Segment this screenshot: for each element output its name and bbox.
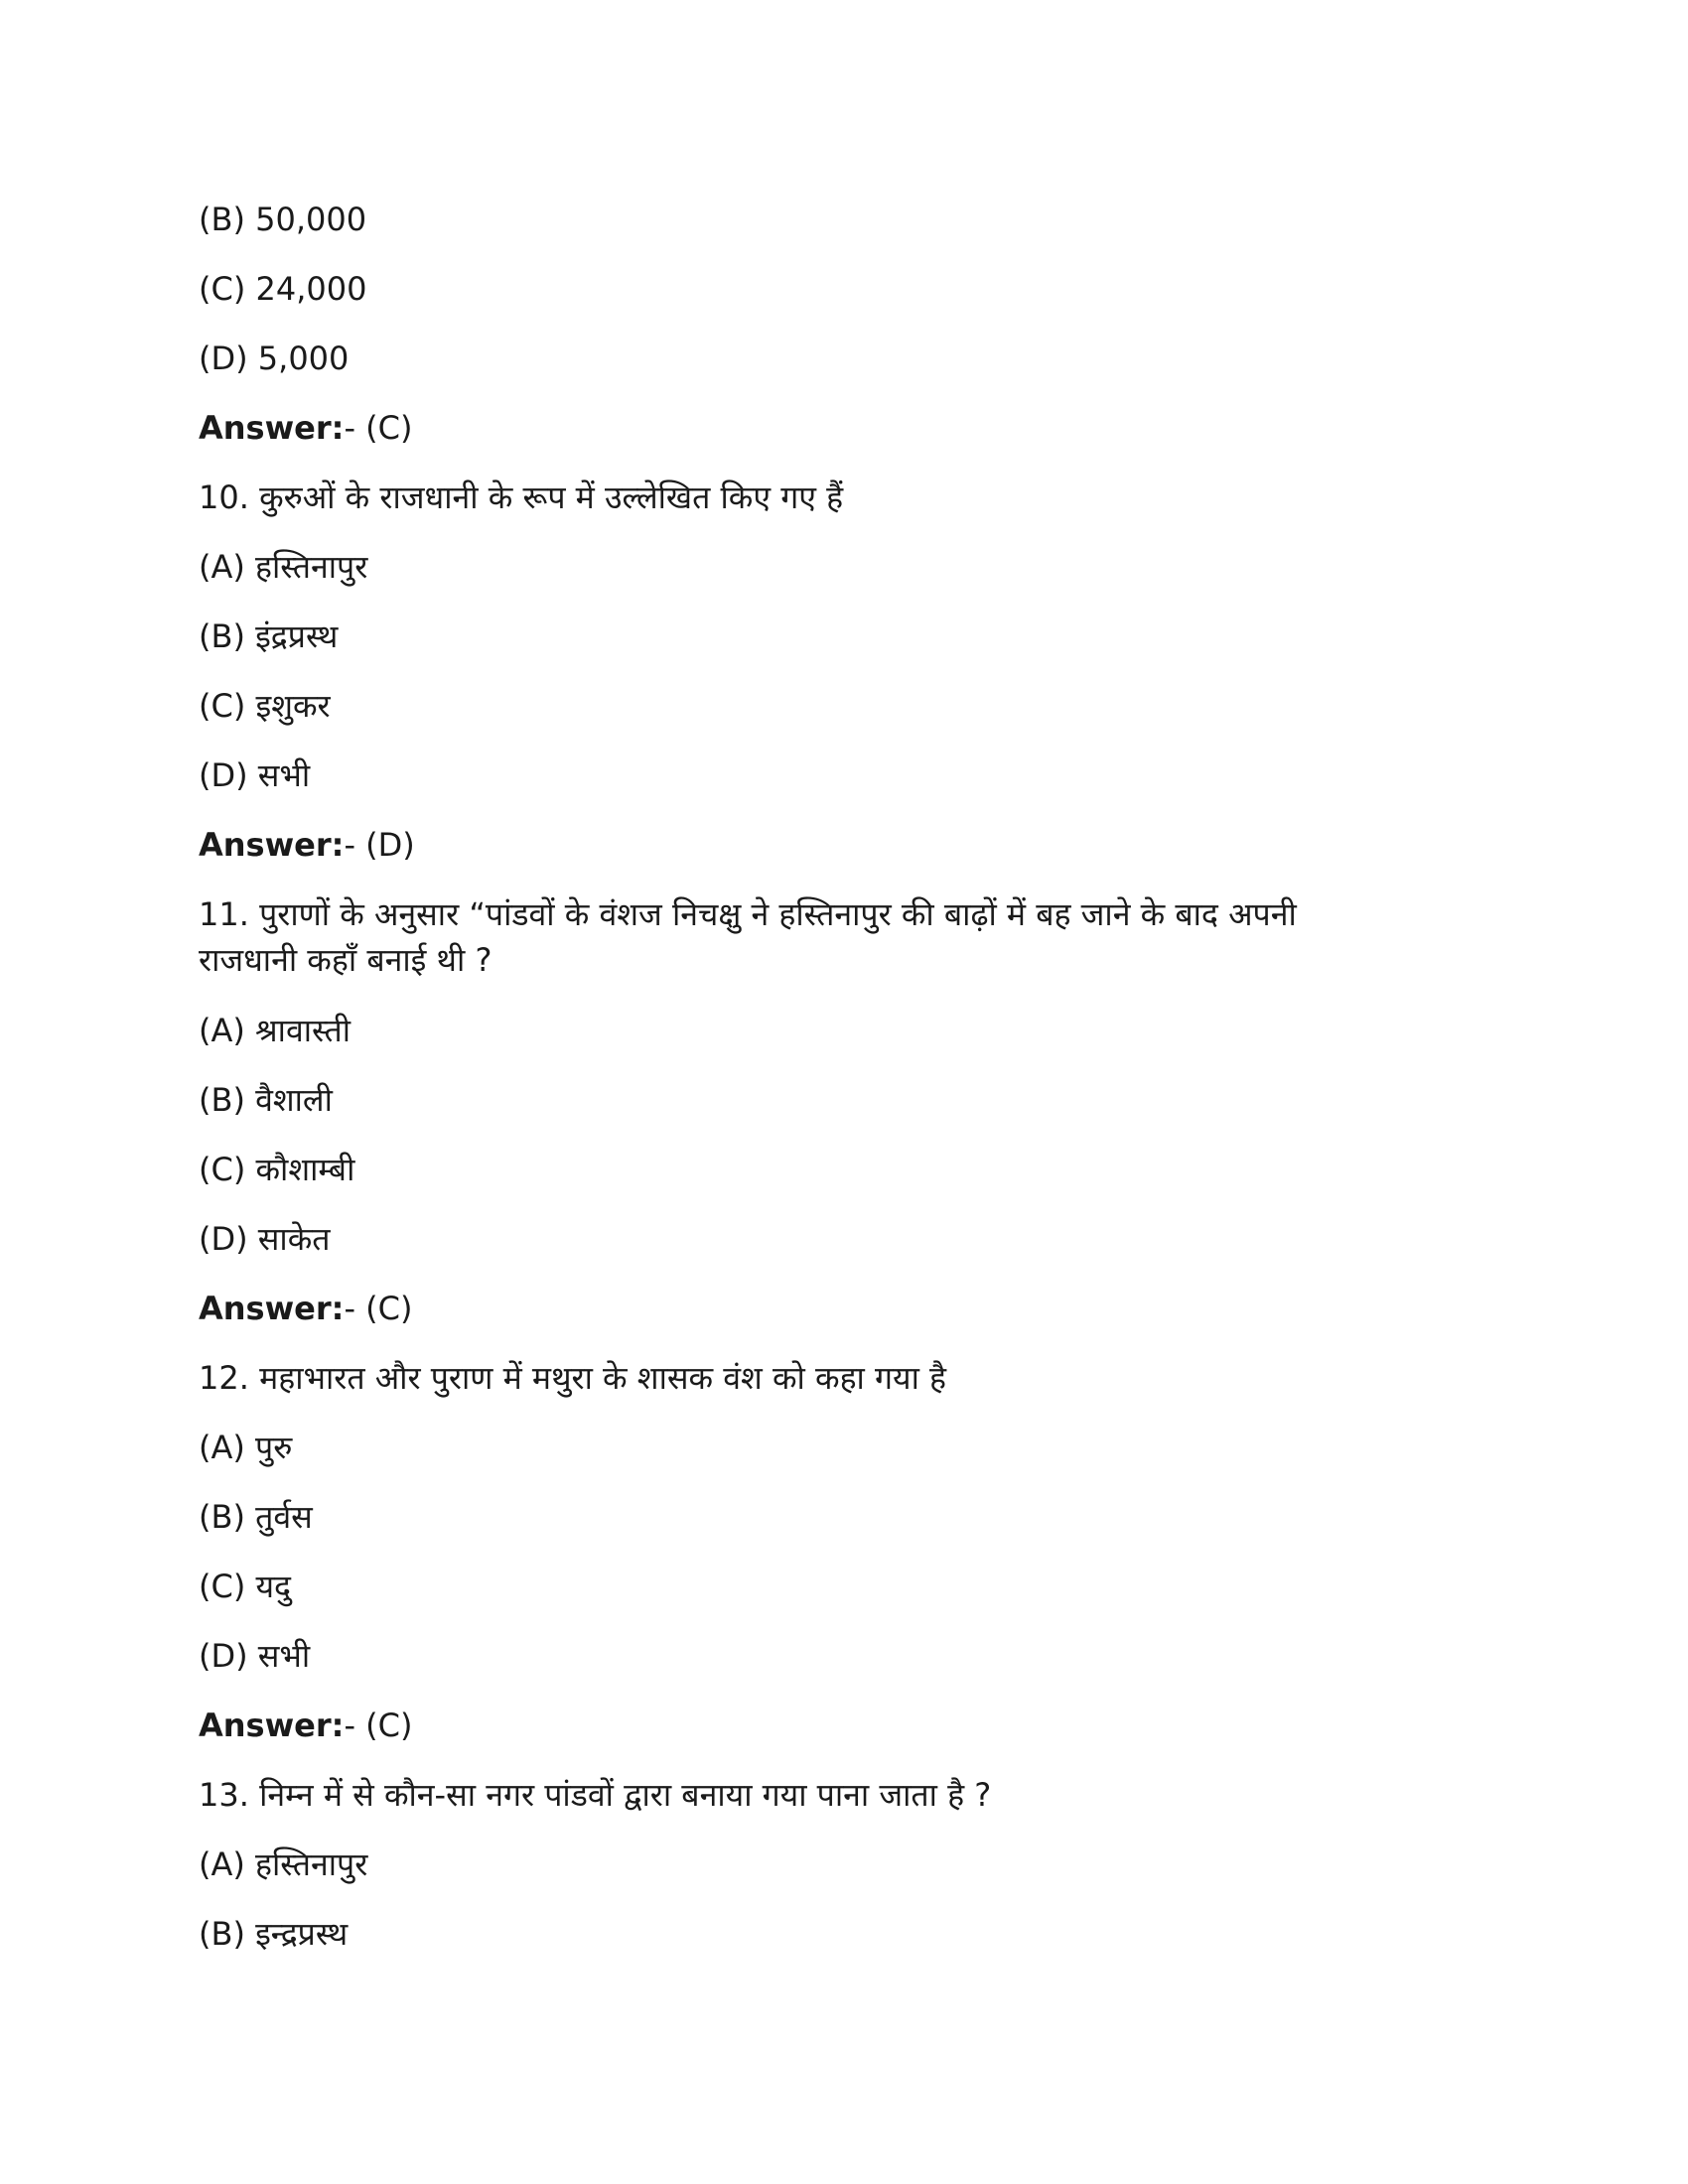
question-10: 10. कुरुओं के राजधानी के रूप में उल्लेखित किए गए हैं [199, 478, 844, 516]
option-c-q10: (C) इशुकर [199, 687, 331, 725]
answer-q9 [199, 405, 412, 451]
question-12: 12. महाभारत और पुराण में मथुरा के शासक वंश को कहा गया है [199, 1359, 947, 1397]
question-page [199, 0, 1489, 2184]
answer-value: - (D) [344, 826, 415, 864]
option-a-q11: (A) श्रावास्ती [199, 1012, 352, 1049]
answer-value: - (C) [344, 1290, 413, 1327]
option-d-q10: (D) सभी [199, 756, 311, 794]
answer-q10 [199, 822, 415, 868]
option-b-q11: (B) वैशाली [199, 1081, 333, 1119]
option-d-q11: (D) साकेत [199, 1220, 331, 1258]
option-b-q12: (B) तुर्वस [199, 1498, 313, 1536]
option-c-q11: (C) कौशाम्बी [199, 1151, 355, 1188]
answer-label: Answer: [199, 826, 345, 864]
answer-label: Answer: [199, 1706, 345, 1744]
option-b-q10: (B) इंद्रप्रस्थ [199, 617, 339, 655]
option-b-q13: (B) इन्द्रप्रस्थ [199, 1915, 349, 1953]
option-a-q12: (A) पुरु [199, 1429, 293, 1466]
option-b-q9: (B) 50,000 [199, 201, 367, 238]
option-c-q9: (C) 24,000 [199, 270, 367, 308]
answer-value: - (C) [344, 409, 413, 447]
option-c-q12: (C) यदु [199, 1568, 292, 1605]
answer-q11 [199, 1286, 412, 1331]
answer-label: Answer: [199, 1290, 345, 1327]
question-13: 13. निम्न में से कौन-सा नगर पांडवों द्वारा बनाया गया पाना जाता है ? [199, 1776, 992, 1814]
option-d-q9: (D) 5,000 [199, 340, 350, 377]
option-a-q10: (A) हस्तिनापुर [199, 548, 368, 586]
answer-value: - (C) [344, 1706, 413, 1744]
answer-q12 [199, 1703, 412, 1748]
question-11: 11. पुराणों के अनुसार “पांडवों के वंशज निचक्षु ने हस्तिनापुर की बाढ़ों में बह जाने के बाद अपनी राजधानी कहाँ बनाई थी ? [199, 895, 1297, 979]
answer-label: Answer: [199, 409, 345, 447]
option-a-q13: (A) हस्तिनापुर [199, 1845, 368, 1883]
option-d-q12: (D) सभी [199, 1637, 311, 1675]
